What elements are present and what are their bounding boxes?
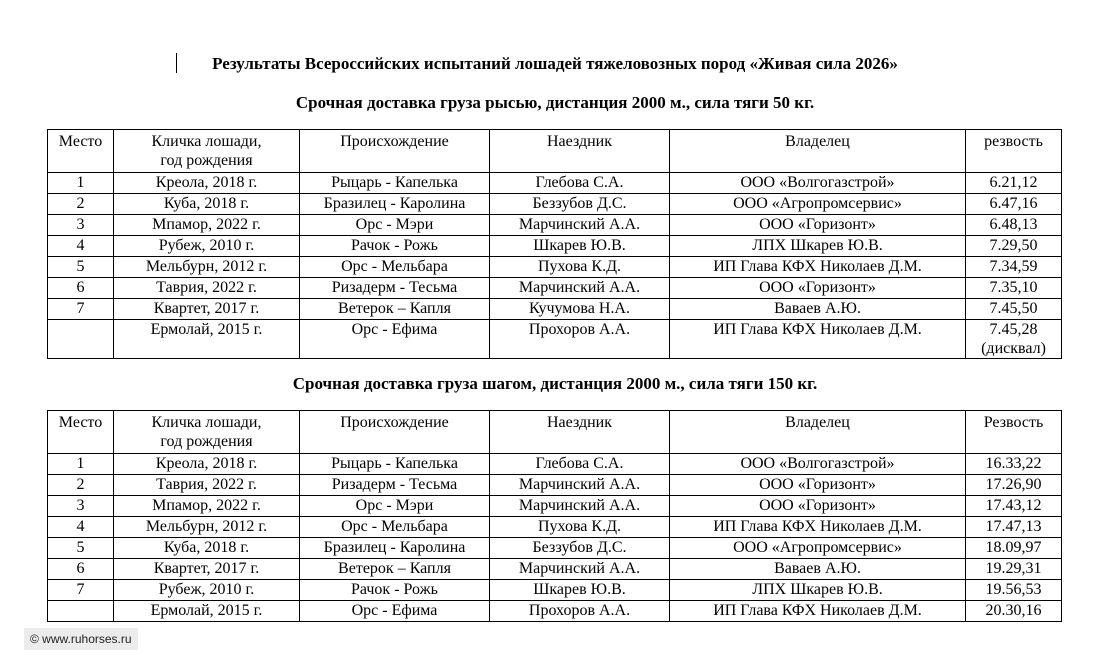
cell-horse-name: Квартет, 2017 г.: [114, 299, 300, 320]
header-place: Место: [48, 411, 114, 454]
table-row: [48, 517, 1062, 538]
cell-owner: ООО «Горизонт»: [670, 475, 966, 496]
cell-rider: Беззубов Д.С.: [490, 538, 670, 559]
table-row: [48, 257, 1062, 278]
cell-owner: Ваваев А.Ю.: [670, 559, 966, 580]
cell-pedigree: Рыцарь - Капелька: [300, 454, 490, 475]
cell-place: 7: [48, 299, 114, 320]
table-row: [48, 559, 1062, 580]
cell-pedigree: Орс - Ефима: [300, 601, 490, 622]
cell-horse-name: Куба, 2018 г.: [114, 538, 300, 559]
header-pedigree: Происхождение: [300, 411, 490, 454]
section-2-title: Срочная доставка груза шагом, дистанция 2000 м., сила тяги 150 кг.: [292, 374, 818, 393]
cell-owner: ООО «Волгогазстрой»: [670, 454, 966, 475]
cell-place: 4: [48, 517, 114, 538]
header-rider: Наездник: [490, 130, 670, 173]
cell-time: 19.29,31: [966, 559, 1062, 580]
cell-owner: ООО «Агропромсервис»: [670, 538, 966, 559]
cell-horse-name: Квартет, 2017 г.: [114, 559, 300, 580]
cell-pedigree: Ризадерм - Тесьма: [300, 278, 490, 299]
header-owner: Владелец: [670, 130, 966, 173]
cell-time: 7.45,28 (дисквал): [966, 320, 1062, 359]
header-horse-name: Кличка лошади, год рождения: [114, 130, 300, 173]
header-owner: Владелец: [670, 411, 966, 454]
table-row: [48, 173, 1062, 194]
cell-pedigree: Бразилец - Каролина: [300, 538, 490, 559]
cell-horse-name: Креола, 2018 г.: [114, 173, 300, 194]
cell-owner: ООО «Горизонт»: [670, 278, 966, 299]
section-1-title: Срочная доставка груза рысью, дистанция 2000 м., сила тяги 50 кг.: [295, 93, 815, 112]
cell-place: 7: [48, 580, 114, 601]
cell-pedigree: Орс - Мэри: [300, 215, 490, 236]
cell-time: 7.45,50: [966, 299, 1062, 320]
cell-horse-name: Рубеж, 2010 г.: [114, 580, 300, 601]
table-row: [48, 194, 1062, 215]
cell-rider: Пухова К.Д.: [490, 517, 670, 538]
cell-owner: ООО «Волгогазстрой»: [670, 173, 966, 194]
cell-pedigree: Рыцарь - Капелька: [300, 173, 490, 194]
cell-pedigree: Ветерок – Капля: [300, 299, 490, 320]
cell-horse-name: Куба, 2018 г.: [114, 194, 300, 215]
table-row: [48, 580, 1062, 601]
cell-rider: Марчинский А.А.: [490, 475, 670, 496]
cell-place: 3: [48, 496, 114, 517]
table-row: [48, 320, 1062, 359]
watermark: © www.ruhorses.ru: [24, 628, 138, 650]
header-pedigree: Происхождение: [300, 130, 490, 173]
header-row: [48, 130, 1062, 173]
table-row: [48, 215, 1062, 236]
cell-rider: Марчинский А.А.: [490, 496, 670, 517]
table-row: [48, 496, 1062, 517]
cell-time: 7.35,10: [966, 278, 1062, 299]
table-row: [48, 454, 1062, 475]
cell-horse-name: Ермолай, 2015 г.: [114, 601, 300, 622]
cell-rider: Пухова К.Д.: [490, 257, 670, 278]
cell-place: [48, 601, 114, 622]
cell-pedigree: Орс - Мельбара: [300, 257, 490, 278]
cell-rider: Шкарев Ю.В.: [490, 580, 670, 601]
cell-place: 4: [48, 236, 114, 257]
cell-rider: Глебова С.А.: [490, 173, 670, 194]
cell-horse-name: Мельбурн, 2012 г.: [114, 517, 300, 538]
cell-pedigree: Рачок - Рожь: [300, 580, 490, 601]
table-row: [48, 278, 1062, 299]
cell-rider: Марчинский А.А.: [490, 215, 670, 236]
header-horse-name: Кличка лошади, год рождения: [114, 411, 300, 454]
cell-time: 17.26,90: [966, 475, 1062, 496]
cell-rider: Глебова С.А.: [490, 454, 670, 475]
header-time: резвость: [966, 130, 1062, 173]
cell-time: 7.29,50: [966, 236, 1062, 257]
cell-time: 16.33,22: [966, 454, 1062, 475]
cell-horse-name: Таврия, 2022 г.: [114, 475, 300, 496]
cell-place: 1: [48, 454, 114, 475]
cell-time: 20.30,16: [966, 601, 1062, 622]
cell-horse-name: Рубеж, 2010 г.: [114, 236, 300, 257]
cell-time: 6.21,12: [966, 173, 1062, 194]
cell-horse-name: Креола, 2018 г.: [114, 454, 300, 475]
cell-place: [48, 320, 114, 359]
cell-horse-name: Мельбурн, 2012 г.: [114, 257, 300, 278]
table-row: [48, 236, 1062, 257]
cell-horse-name: Ермолай, 2015 г.: [114, 320, 300, 359]
cell-rider: Марчинский А.А.: [490, 559, 670, 580]
cell-pedigree: Орс - Ефима: [300, 320, 490, 359]
cell-owner: ЛПХ Шкарев Ю.В.: [670, 580, 966, 601]
table-row: [48, 475, 1062, 496]
cell-place: 3: [48, 215, 114, 236]
cell-pedigree: Рачок - Рожь: [300, 236, 490, 257]
document-title: Результаты Всероссийских испытаний лошадей тяжеловозных пород «Живая сила 2026»: [212, 54, 898, 73]
cell-pedigree: Орс - Мельбара: [300, 517, 490, 538]
results-table-trot: [47, 129, 1062, 359]
table-row: [48, 538, 1062, 559]
cell-pedigree: Орс - Мэри: [300, 496, 490, 517]
cell-pedigree: Ветерок – Капля: [300, 559, 490, 580]
cell-owner: ИП Глава КФХ Николаев Д.М.: [670, 517, 966, 538]
cell-time: 19.56,53: [966, 580, 1062, 601]
header-place: Место: [48, 130, 114, 173]
cell-owner: ООО «Горизонт»: [670, 496, 966, 517]
cell-rider: Шкарев Ю.В.: [490, 236, 670, 257]
cell-rider: Кучумова Н.А.: [490, 299, 670, 320]
cell-owner: ООО «Горизонт»: [670, 215, 966, 236]
header-row: [48, 411, 1062, 454]
header-rider: Наездник: [490, 411, 670, 454]
cell-time: 18.09,97: [966, 538, 1062, 559]
cell-pedigree: Ризадерм - Тесьма: [300, 475, 490, 496]
cell-owner: ЛПХ Шкарев Ю.В.: [670, 236, 966, 257]
cell-place: 5: [48, 257, 114, 278]
cell-place: 2: [48, 475, 114, 496]
cell-rider: Прохоров А.А.: [490, 320, 670, 359]
cell-place: 6: [48, 559, 114, 580]
cell-owner: ИП Глава КФХ Николаев Д.М.: [670, 257, 966, 278]
cell-place: 6: [48, 278, 114, 299]
cell-owner: ИП Глава КФХ Николаев Д.М.: [670, 320, 966, 359]
table-row: [48, 299, 1062, 320]
results-table-walk: [47, 410, 1062, 622]
cell-time: 6.48,13: [966, 215, 1062, 236]
cell-rider: Прохоров А.А.: [490, 601, 670, 622]
cell-time: 17.47,13: [966, 517, 1062, 538]
cell-rider: Марчинский А.А.: [490, 278, 670, 299]
cell-owner: ИП Глава КФХ Николаев Д.М.: [670, 601, 966, 622]
cell-owner: ООО «Агропромсервис»: [670, 194, 966, 215]
cell-pedigree: Бразилец - Каролина: [300, 194, 490, 215]
cell-place: 2: [48, 194, 114, 215]
table-row: [48, 601, 1062, 622]
cell-time: 7.34,59: [966, 257, 1062, 278]
cell-horse-name: Мпамор, 2022 г.: [114, 496, 300, 517]
cell-time: 6.47,16: [966, 194, 1062, 215]
cell-place: 1: [48, 173, 114, 194]
cell-time: 17.43,12: [966, 496, 1062, 517]
cell-horse-name: Мпамор, 2022 г.: [114, 215, 300, 236]
cell-owner: Ваваев А.Ю.: [670, 299, 966, 320]
cell-horse-name: Таврия, 2022 г.: [114, 278, 300, 299]
cell-rider: Беззубов Д.С.: [490, 194, 670, 215]
header-time: Резвость: [966, 411, 1062, 454]
cell-place: 5: [48, 538, 114, 559]
